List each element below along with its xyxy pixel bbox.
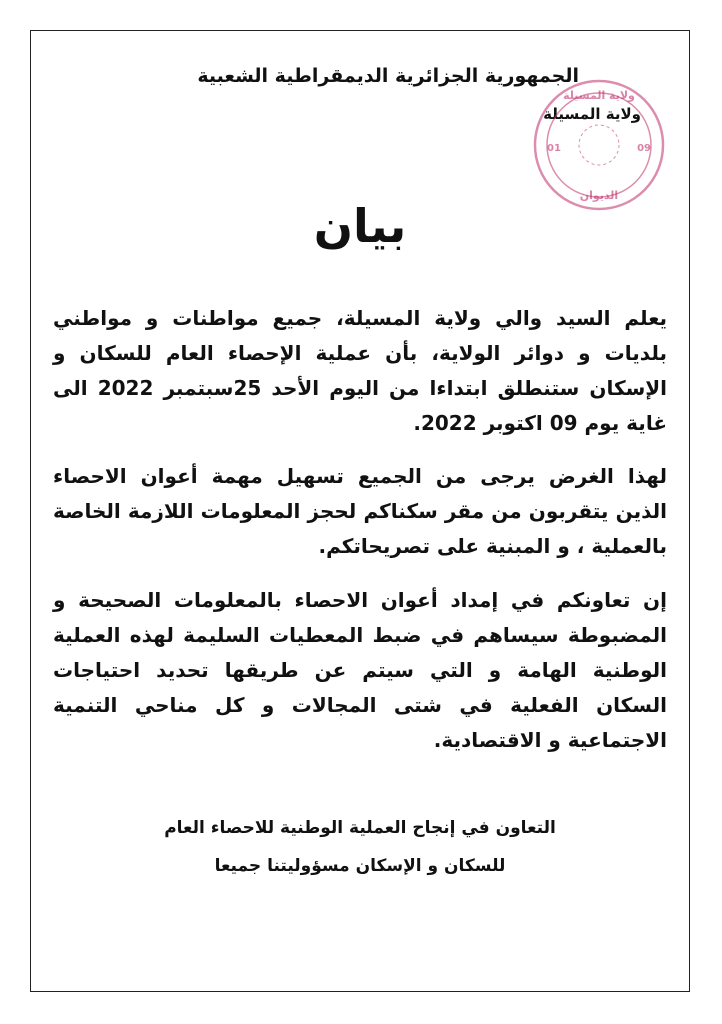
stamp-bottom-text: الديوان [579,189,619,202]
republic-header: الجمهورية الجزائرية الديمقراطية الشعبية [197,65,579,87]
closing-line-2: للسكان و الإسكان مسؤوليتنا جميعا [214,856,506,876]
stamp-right-code: 09 [637,143,651,154]
announcement-paragraph-2: لهذا الغرض يرجى من الجميع تسهيل مهمة أعوان الاحصاء الذين يتقربون من مقر سكناكم لحجز المعلومات اللازمة الخاصة بالعملية ، و المبنية على تصريحاتكم. [53,464,667,558]
wilaya-name: ولاية المسيلة [543,105,641,123]
stamp-left-code: 01 [547,143,561,154]
announcement-paragraph-1: يعلم السيد والي ولاية المسيلة، جميع مواطنات و مواطني بلديات و دوائر الولاية، بأن عملية الإحصاء العام للسكان و الإسكان ستنطلق ابتداءا من اليوم الأحد 25سبتمبر 2022 الى غاية يوم 09 اكتوبر 2022. [53,306,668,435]
document-page [30,30,690,992]
page-title: بيان [313,199,407,253]
closing-slogan [31,809,689,885]
announcement-paragraph-3: إن تعاونكم في إمداد أعوان الاحصاء بالمعلومات الصحيحة و المضبوطة سيساهم في ضبط المعطيات السليمة لهذه العملية الوطنية الهامة و التي سيتم عن طريقها تحديد احتياجات السكان الفعلية في شتى المجالات و كل مناحي التنمية الاجتماعية و الاقتصادية. [53,588,667,752]
official-stamp [531,77,667,213]
closing-line-1: التعاون في إنجاح العملية الوطنية للاحصاء العام [164,818,556,838]
stamp-top-text: ولاية المسيلة [563,89,635,102]
